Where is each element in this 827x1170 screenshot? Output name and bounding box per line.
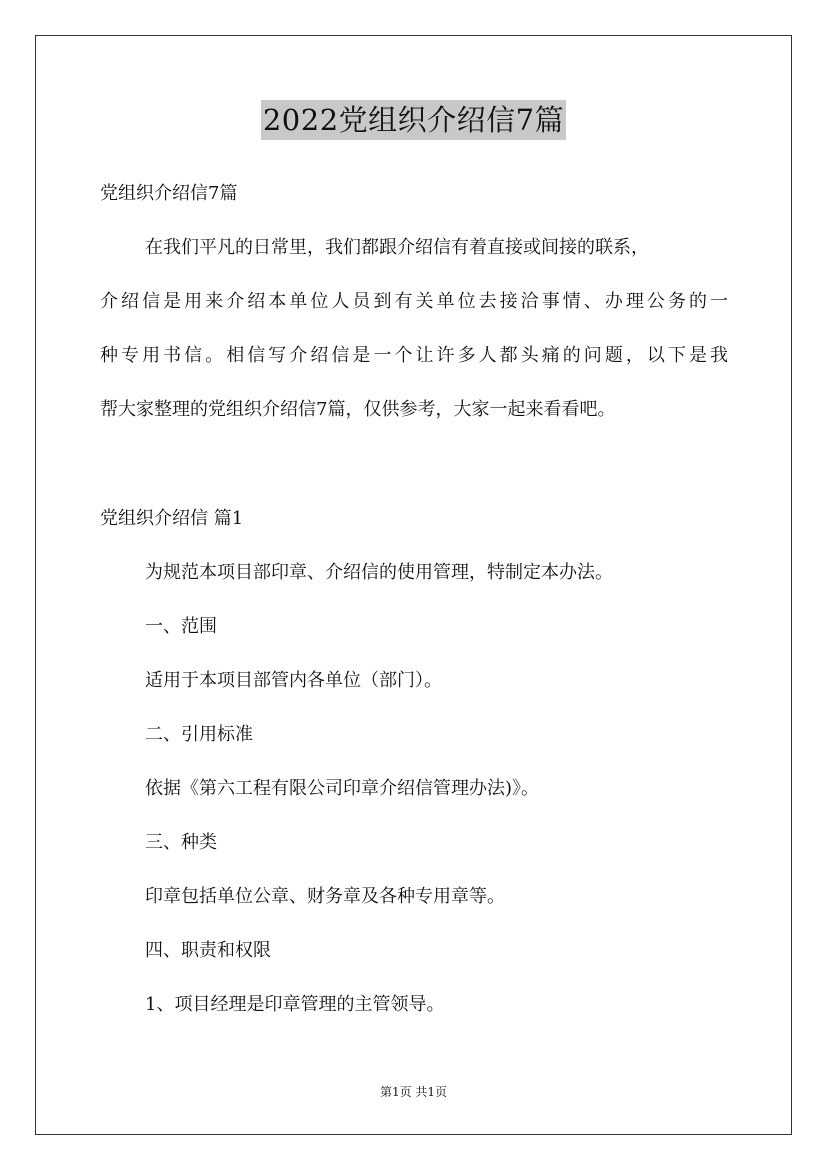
- section-line-4: 二、引用标准: [145, 724, 253, 745]
- section-heading: 党组织介绍信 篇1: [100, 508, 244, 529]
- section-line-5: 依据《第六工程有限公司印章介绍信管理办法)》。: [145, 778, 540, 799]
- intro-line-1: 在我们平凡的日常里，我们都跟介绍信有着直接或间接的联系，: [145, 237, 649, 258]
- section-line-7: 印章包括单位公章、财务章及各种专用章等。: [145, 886, 505, 907]
- section-line-6: 三、种类: [145, 832, 217, 853]
- intro-line-3: 种专用书信。相信写介绍信是一个让许多人都头痛的问题，以下是我: [100, 345, 728, 366]
- section-line-3: 适用于本项目部管内各单位（部门）。: [145, 670, 442, 691]
- intro-line-4: 帮大家整理的党组织介绍信7篇，仅供参考，大家一起来看看吧。: [100, 399, 616, 420]
- document-title-wrap: [0, 100, 827, 140]
- intro-line-2: 介绍信是用来介绍本单位人员到有关单位去接洽事情、办理公务的一: [100, 291, 728, 312]
- document-title: 2022党组织介绍信7篇: [261, 100, 566, 140]
- section-line-2: 一、范围: [145, 616, 217, 637]
- section-line-8: 四、职责和权限: [145, 940, 271, 961]
- section-line-1: 为规范本项目部印章、介绍信的使用管理，特制定本办法。: [145, 562, 613, 583]
- section-line-9: 1、项目经理是印章管理的主管领导。: [145, 994, 445, 1015]
- document-subtitle: 党组织介绍信7篇: [100, 183, 238, 204]
- page-footer: 第1页 共1页: [379, 1085, 448, 1099]
